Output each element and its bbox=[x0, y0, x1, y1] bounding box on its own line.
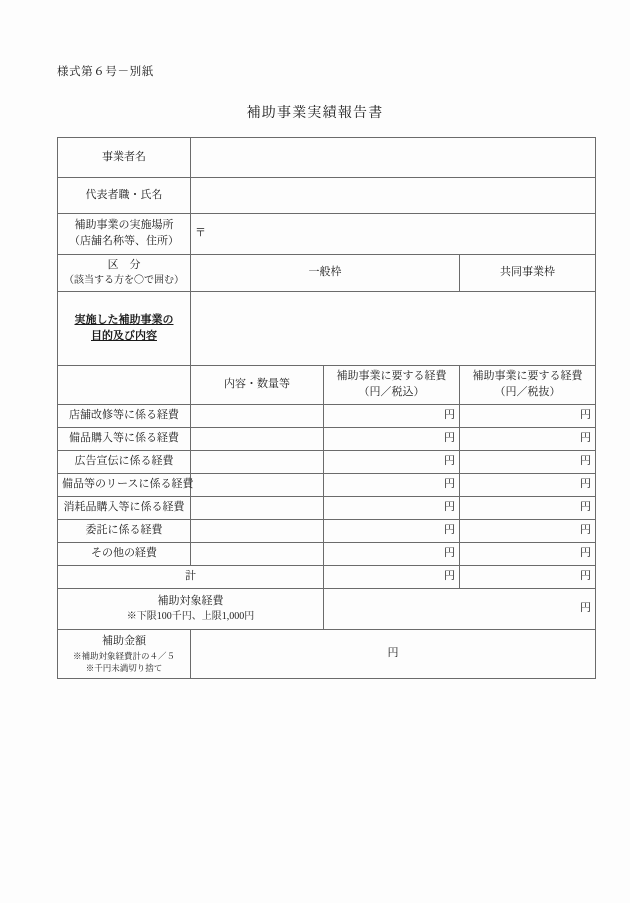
total-label: 計 bbox=[58, 566, 324, 589]
expense-amount-incl-4[interactable]: 円 bbox=[324, 497, 460, 520]
category-label-line2: （該当する方を〇で囲む） bbox=[64, 274, 184, 286]
expense-amount-incl-0[interactable]: 円 bbox=[324, 405, 460, 428]
expense-header-category bbox=[58, 366, 191, 405]
purpose-label bbox=[58, 292, 191, 366]
report-form-table bbox=[57, 137, 596, 679]
location-input[interactable] bbox=[191, 214, 596, 255]
row-subsidy-amount bbox=[58, 630, 596, 679]
category-label bbox=[58, 255, 191, 292]
category-label-line1: 区 分 bbox=[107, 258, 141, 271]
row-total bbox=[58, 566, 596, 589]
subsidy-amount-value[interactable]: 円 bbox=[191, 630, 596, 679]
expense-amount-incl-3[interactable]: 円 bbox=[324, 474, 460, 497]
expense-content-5[interactable] bbox=[191, 520, 324, 543]
postal-mark-icon: 〒 bbox=[195, 227, 206, 240]
location-label bbox=[58, 214, 191, 255]
expense-header-amount-excl bbox=[460, 366, 596, 405]
expense-amount-excl-5[interactable]: 円 bbox=[460, 520, 596, 543]
expense-label-4: 消耗品購入等に係る経費 bbox=[58, 497, 191, 520]
table-row bbox=[58, 428, 596, 451]
expense-header-amount-excl-line1: 補助事業に要する経費 bbox=[472, 370, 583, 383]
row-expense-header bbox=[58, 366, 596, 405]
table-row bbox=[58, 474, 596, 497]
document-title: 補助事業実績報告書 bbox=[246, 106, 384, 121]
table-row bbox=[58, 405, 596, 428]
expense-amount-excl-3[interactable]: 円 bbox=[460, 474, 596, 497]
expense-amount-excl-0[interactable]: 円 bbox=[460, 405, 596, 428]
expense-label-0: 店舗改修等に係る経費 bbox=[58, 405, 191, 428]
table-row bbox=[58, 520, 596, 543]
expense-content-1[interactable] bbox=[191, 428, 324, 451]
row-business-name bbox=[58, 138, 596, 178]
expense-amount-excl-2[interactable]: 円 bbox=[460, 451, 596, 474]
expense-amount-excl-1[interactable]: 円 bbox=[460, 428, 596, 451]
row-purpose bbox=[58, 292, 596, 366]
form-number: 様式第６号－別紙 bbox=[57, 66, 154, 78]
expense-content-6[interactable] bbox=[191, 543, 324, 566]
expense-amount-excl-4[interactable]: 円 bbox=[460, 497, 596, 520]
location-label-line1: 補助事業の実施場所 bbox=[74, 219, 174, 232]
expense-amount-incl-2[interactable]: 円 bbox=[324, 451, 460, 474]
expense-header-amount-incl-line1: 補助事業に要する経費 bbox=[336, 370, 447, 383]
subsidy-amount-label bbox=[58, 630, 191, 679]
expense-label-1: 備品購入等に係る経費 bbox=[58, 428, 191, 451]
location-label-line2: （店舗名称等、住所） bbox=[69, 235, 179, 247]
total-amount-excl[interactable]: 円 bbox=[460, 566, 596, 589]
expense-label-2: 広告宣伝に係る経費 bbox=[58, 451, 191, 474]
row-location bbox=[58, 214, 596, 255]
total-amount-incl[interactable]: 円 bbox=[324, 566, 460, 589]
subsidy-amount-label-main: 補助金額 bbox=[102, 634, 146, 647]
representative-input[interactable] bbox=[191, 178, 596, 214]
expense-amount-excl-6[interactable]: 円 bbox=[460, 543, 596, 566]
eligible-expense-label-main: 補助対象経費 bbox=[157, 594, 224, 607]
row-representative bbox=[58, 178, 596, 214]
expense-header-amount-excl-line2: （円／税抜） bbox=[494, 386, 561, 398]
table-row bbox=[58, 451, 596, 474]
category-option-general[interactable]: 一般枠 bbox=[191, 255, 460, 292]
purpose-label-line2: 目的及び内容 bbox=[91, 329, 157, 342]
representative-label: 代表者職・氏名 bbox=[58, 178, 191, 214]
expense-content-4[interactable] bbox=[191, 497, 324, 520]
expense-header-amount-incl bbox=[324, 366, 460, 405]
expense-content-3[interactable] bbox=[191, 474, 324, 497]
expense-label-6: その他の経費 bbox=[58, 543, 191, 566]
business-name-input[interactable] bbox=[191, 138, 596, 178]
subsidy-amount-note1: ※補助対象経費計の４／５ bbox=[72, 650, 175, 661]
category-option-joint[interactable]: 共同事業枠 bbox=[460, 255, 596, 292]
expense-content-0[interactable] bbox=[191, 405, 324, 428]
expense-header-content: 内容・数量等 bbox=[191, 366, 324, 405]
table-row bbox=[58, 543, 596, 566]
expense-amount-incl-6[interactable]: 円 bbox=[324, 543, 460, 566]
purpose-input[interactable] bbox=[191, 292, 596, 366]
row-eligible-expense bbox=[58, 589, 596, 630]
row-category-header bbox=[58, 255, 596, 292]
expense-content-2[interactable] bbox=[191, 451, 324, 474]
business-name-label: 事業者名 bbox=[58, 138, 191, 178]
expense-amount-incl-1[interactable]: 円 bbox=[324, 428, 460, 451]
expense-label-3: 備品等のリースに係る経費 bbox=[58, 474, 191, 497]
table-row bbox=[58, 497, 596, 520]
expense-header-amount-incl-line2: （円／税込） bbox=[358, 386, 425, 398]
eligible-expense-note: ※下限100千円、上限1,000円 bbox=[126, 610, 255, 622]
eligible-expense-value[interactable]: 円 bbox=[324, 589, 596, 630]
expense-label-5: 委託に係る経費 bbox=[58, 520, 191, 543]
eligible-expense-label bbox=[58, 589, 324, 630]
subsidy-amount-note2: ※千円未満切り捨て bbox=[85, 662, 163, 673]
purpose-label-line1: 実施した補助事業の bbox=[74, 313, 174, 326]
expense-amount-incl-5[interactable]: 円 bbox=[324, 520, 460, 543]
